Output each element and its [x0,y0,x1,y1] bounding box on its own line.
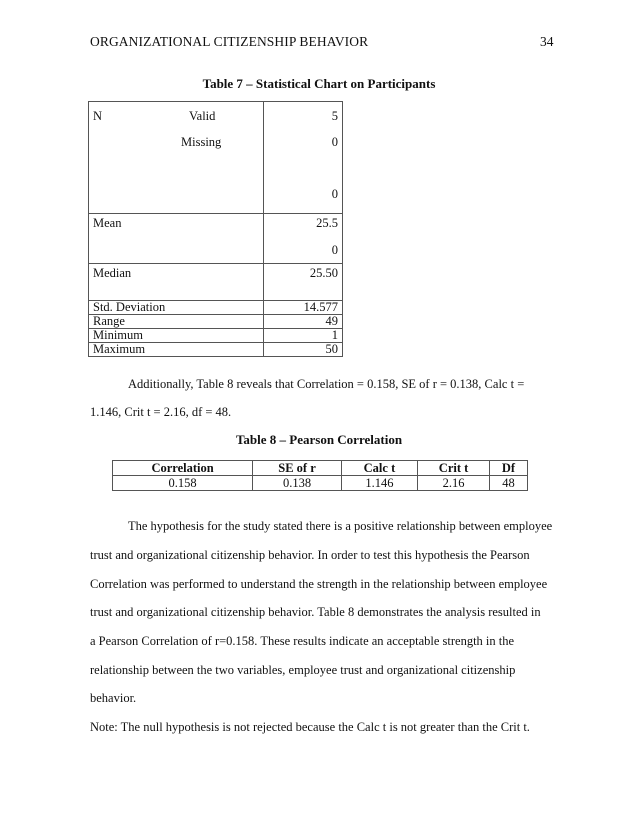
para2-line: behavior. [90,691,137,705]
table-row [89,329,343,343]
table-header-row [113,461,528,476]
para2-line: a Pearson Correlation of r=0.158. These results indicate an acceptable strength in the [90,634,515,648]
range-label: Range [89,315,264,329]
mean-value-cell [264,214,343,264]
header-se-of-r: SE of r [253,461,342,476]
table-row [89,343,343,357]
min-value: 1 [264,329,343,343]
table-row [89,264,343,301]
page-number: 34 [540,34,554,49]
table-row [89,301,343,315]
value-correlation: 0.158 [113,476,253,491]
para2-line: trust and organizational citizenship behavior. In order to test this hypothesis the Pearson [90,548,530,562]
value-df: 48 [490,476,528,491]
running-header: ORGANIZATIONAL CITIZENSHIP BEHAVIOR [90,34,369,49]
missing-value: 0 [331,135,338,149]
median-label: Median [89,264,264,301]
missing-label: Missing [181,135,222,149]
table-row [89,102,343,214]
min-label: Minimum [89,329,264,343]
table7-caption: Table 7 – Statistical Chart on Participants [202,76,436,91]
std-label: Std. Deviation [89,301,264,315]
para1-line1: Additionally, Table 8 reveals that Correlation = 0.158, SE of r = 0.138, Calc t = [128,377,525,391]
max-label: Maximum [89,343,264,357]
median-value: 25.50 [264,264,343,301]
mean-value-line2: 0 [331,243,338,257]
n-label: N [93,109,103,123]
range-value: 49 [264,315,343,329]
para2-line: trust and organizational citizenship behavior. Table 8 demonstrates the analysis resulted in [90,605,541,619]
table-row [89,315,343,329]
value-se-of-r: 0.138 [253,476,342,491]
pearson-table [112,460,528,491]
para2-line: The hypothesis for the study stated there is a positive relationship between employee [128,519,553,533]
value-crit-t: 2.16 [418,476,490,491]
para2-line: Correlation was performed to understand the strength in the relationship between employee [90,577,548,591]
n-cell [89,102,264,214]
statistics-table [88,101,343,357]
header-calc-t: Calc t [341,461,417,476]
para2-line: relationship between the two variables, employee trust and organizational citizenship [90,663,516,677]
valid-label: Valid [189,109,216,123]
n-extra-value: 0 [331,187,338,201]
std-value: 14.577 [264,301,343,315]
max-value: 50 [264,343,343,357]
table-row [113,476,528,491]
para1-line2: 1.146, Crit t = 2.16, df = 48. [90,405,232,419]
header-correlation: Correlation [113,461,253,476]
header-crit-t: Crit t [418,461,490,476]
table8-caption: Table 8 – Pearson Correlation [235,432,403,447]
header-df: Df [490,461,528,476]
table-row [89,214,343,264]
n-values-cell [264,102,343,214]
mean-value-line1: 25.5 [316,216,338,230]
note-text: Note: The null hypothesis is not rejected because the Calc t is not greater than the Crit t. [90,720,530,734]
value-calc-t: 1.146 [341,476,417,491]
mean-label: Mean [89,214,264,264]
valid-value: 5 [331,109,338,123]
